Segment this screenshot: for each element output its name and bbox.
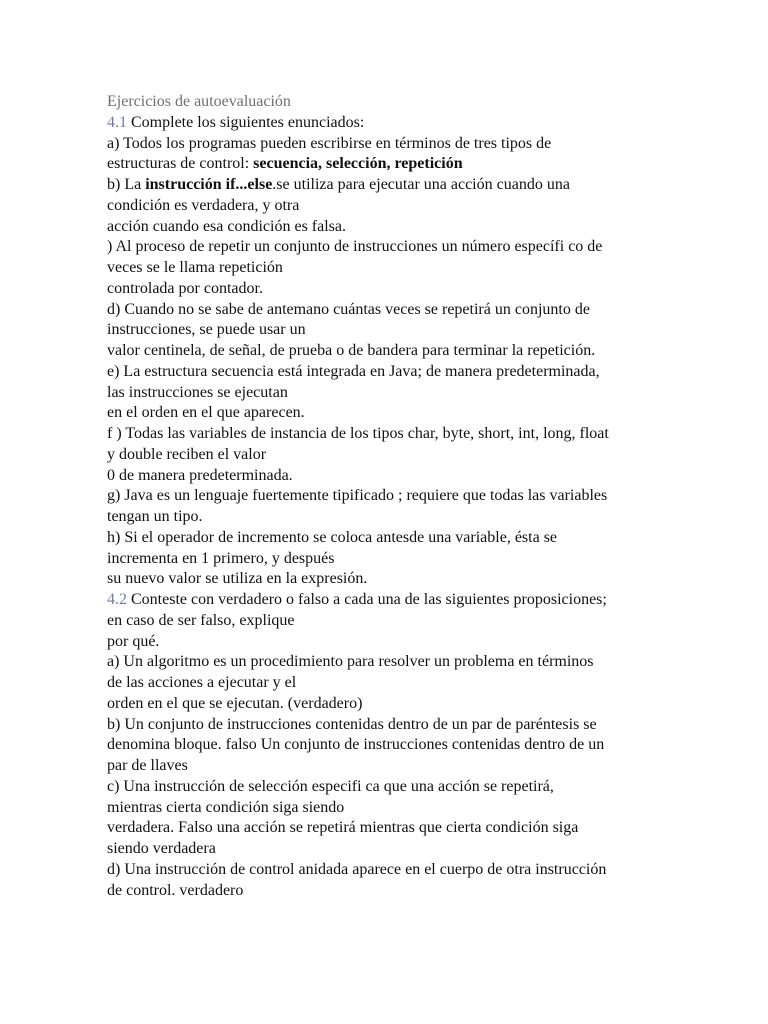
question-c-text: mientras cierta condición siga siendo (107, 798, 345, 816)
item-h-text: su nuevo valor se utiliza en la expresión. (107, 570, 368, 588)
section-4-1-title (107, 113, 659, 134)
question-c-text: c) Una instrucción de selección especifi ca que una acción se repetirá, (107, 777, 554, 795)
item-d-text: valor centinela, de señal, de prueba o de bandera para terminar la repetición. (107, 342, 596, 359)
item-h-text: h) Si el operador de incremento se coloca antesde una variable, ésta se (107, 528, 558, 546)
question-d-text: d) Una instrucción de control anidada aparece en el cuerpo de otra instrucción (107, 860, 607, 878)
item-f-text: f ) Todas las variables de instancia de los tipos char, byte, short, int, long, float (107, 425, 609, 442)
text-run: .se utiliza para ejecutar una acción cuando una (272, 176, 570, 193)
question-d-text: de control. verdadero (107, 881, 244, 899)
section-title-continued: en caso de ser falso, explique (107, 611, 295, 629)
question-b-text: denomina bloque. falso Un conjunto de instrucciones contenidas dentro de un (107, 736, 605, 754)
item-b-text (107, 175, 659, 196)
bold-answer: instrucción if...else (145, 176, 273, 193)
text-run: estructuras de control: (107, 155, 254, 173)
item-e-text: las instrucciones se ejecutan (107, 383, 288, 401)
question-b-text: par de llaves (107, 757, 188, 774)
item-c-text: ) Al proceso de repetir un conjunto de instrucciones un número específi co de (107, 238, 603, 256)
section-number: 4.2 (107, 591, 127, 608)
item-e-text: en el orden en el que aparecen. (107, 404, 305, 422)
section-title-continued: por qué. (107, 632, 160, 650)
section-title: Complete los siguientes enunciados: (127, 113, 365, 131)
section-4-2-title (107, 590, 659, 611)
item-e-text: e) La estructura secuencia está integrada en Java; de manera predeterminada, (107, 362, 600, 380)
item-f-text: 0 de manera predeterminada. (107, 466, 293, 484)
item-h-text: incrementa en 1 primero, y después (107, 549, 335, 567)
item-g-text: tengan un tipo. (107, 508, 203, 525)
question-c-text: verdadera. Falso una acción se repetirá mientras que cierta condición siga (107, 819, 579, 837)
item-d-text: d) Cuando no se sabe de antemano cuántas veces se repetirá un conjunto de (107, 300, 590, 318)
text-run: b) La (107, 176, 146, 193)
question-c-text: siendo verdadera (107, 840, 216, 857)
item-c-text: controlada por contador. (107, 279, 263, 297)
document-heading: Ejercicios de autoevaluación (107, 93, 291, 110)
item-f-text: y double reciben el valor (107, 445, 267, 463)
section-number: 4.1 (107, 113, 127, 131)
question-a-text: a) Un algoritmo es un procedimiento para resolver un problema en términos (107, 653, 594, 671)
section-title: Conteste con verdadero o falso a cada una de las siguientes proposiciones; (127, 591, 607, 608)
bold-answer: secuencia, selección, repetición (253, 155, 463, 173)
item-a-text (107, 154, 659, 175)
question-b-text: b) Un conjunto de instrucciones contenidas dentro de un par de paréntesis se (107, 715, 597, 733)
question-a-text: de las acciones a ejecutar y el (107, 674, 297, 691)
item-d-text: instrucciones, se puede usar un (107, 321, 306, 339)
item-b-text: condición es verdadera, y otra (107, 196, 300, 214)
item-c-text: veces se le llama repetición (107, 259, 283, 276)
document-page (107, 92, 659, 901)
item-g-text: g) Java es un lenguaje fuertemente tipificado ; requiere que todas las variables (107, 487, 608, 505)
item-b-text: acción cuando esa condición es falsa. (107, 217, 347, 235)
question-a-text: orden en el que se ejecutan. (verdadero) (107, 694, 363, 712)
item-a-text: a) Todos los programas pueden escribirse en términos de tres tipos de (107, 134, 552, 152)
